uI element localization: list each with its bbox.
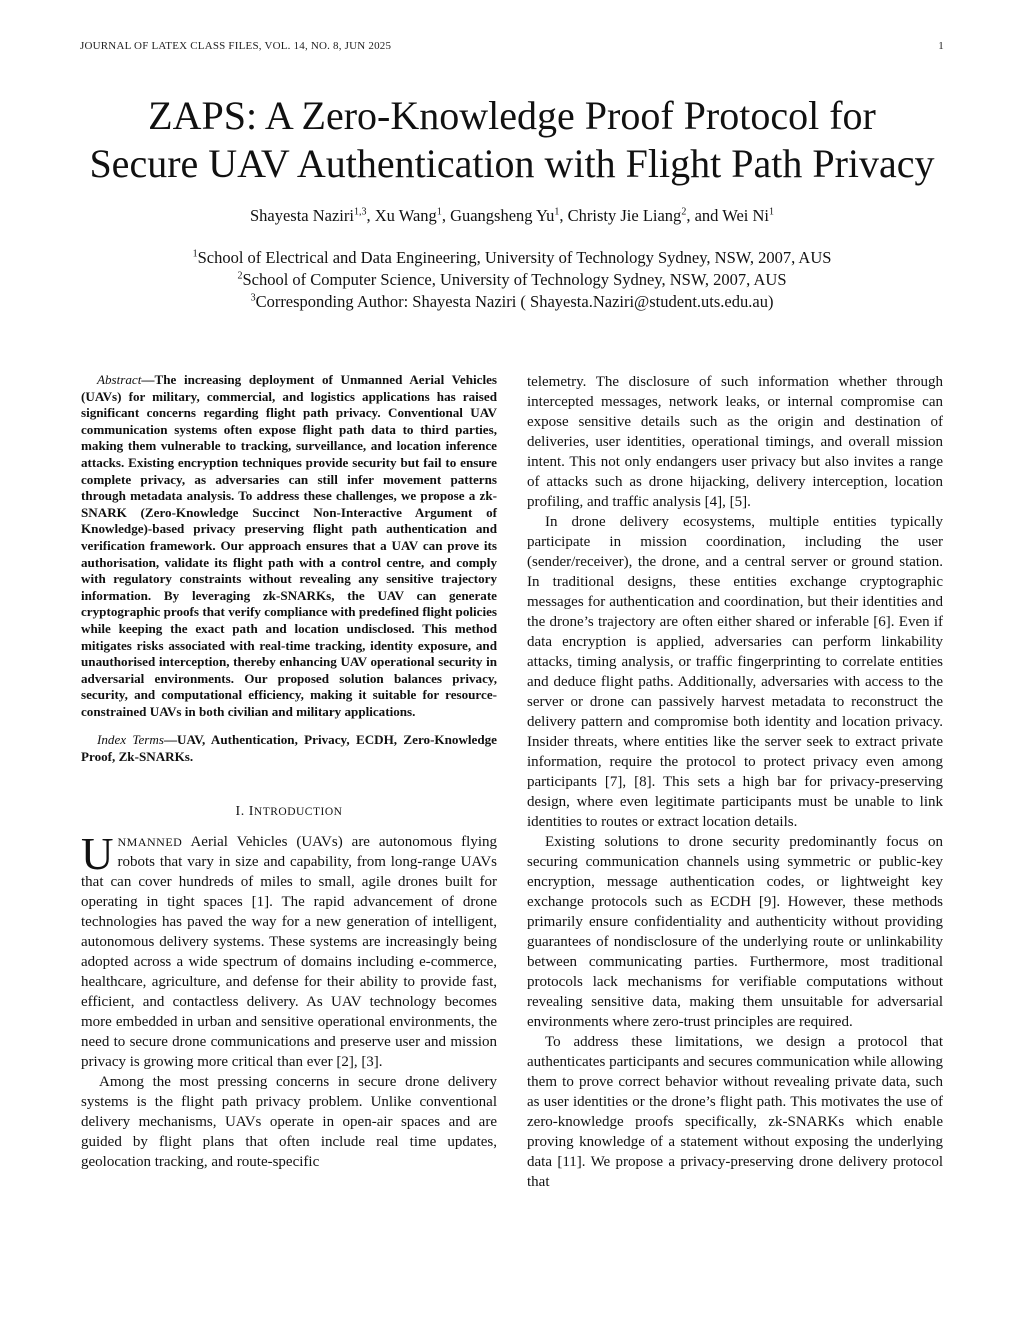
abstract-text: —The increasing deployment of Unmanned Aerial Vehicles (UAVs) for military, commercial, and logistics applications has raised significant concerns regarding flight path privacy. Conventional UAV communication systems often expose flight path data to third parties, making them vulnerable to tracking, surveillance, and location inference attacks. Existing encryption techniques provide security but fail to ensure complete privacy, as adversaries can still infer movement patterns through metadata analysis. To address these challenges, we propose a zk-SNARK (Zero-Knowledge Succinct Non-Interactive Argument of Knowledge)-based privacy preserving flight path authentication and verification framework. Our approach ensures that a UAV can prove its authorisation, validate its flight path with a control centre, and comply with regulatory constraints without revealing any sensitive trajectory information. By leveraging zk-SNARKs, the UAV can generate cryptographic proofs that verify compliance with predefined flight policies while keeping the exact path and location undisclosed. This method mitigates risks associated with real-time tracking, identity exposure, and unauthorised interception, thereby enhancing UAV operational security in adversarial environments. Our proposed solution balances privacy, security, and computational efficiency, making it suitable for resource-constrained UAVs in both civilian and military applications. (81, 372, 497, 719)
affiliation: $^1$School of Electrical and Data Engineering, University of Technology Sydney, NSW, 2007, AUS (192, 248, 832, 267)
right-column (527, 372, 943, 1192)
section-heading: I. INTRODUCTION (235, 803, 343, 819)
author: Wei Ni$^1$ (722, 206, 775, 225)
affiliation: $^3$Corresponding Author: Shayesta Naziri ( Shayesta.Naziri@student.uts.edu.au) (250, 292, 774, 311)
title-line-1: ZAPS: A Zero-Knowledge Proof Protocol for (148, 93, 876, 138)
running-head (80, 40, 944, 52)
index-terms-text: —UAV, Authentication, Privacy, ECDH, Zero-Knowledge Proof, Zk-SNARKs. (81, 732, 497, 765)
title-line-2: Secure UAV Authentication with Flight Path Privacy (89, 141, 935, 186)
journal-name: JOURNAL OF LATEX CLASS FILES, VOL. 14, NO. 8, JUN 2025 (80, 40, 392, 52)
paper-title (40, 92, 984, 188)
left-column (81, 372, 497, 1172)
index-terms (81, 732, 497, 765)
body-paragraph: Existing solutions to drone security predominantly focus on securing communication channels using symmetric or public-key encryption, message authentication codes, or lightweight key exchange protocols such as ECDH [9]. However, these methods primarily ensure confidentiality and authenticity without providing guarantees of nondisclosure of the underlying route or unlinkability between communicating parties. Furthermore, most traditional protocols lack mechanisms for verifiable computations without revealing sensitive data, making them unsuitable for adversarial environments where zero-trust principles are required. (527, 834, 943, 1030)
drop-cap: U (81, 828, 114, 879)
author: Xu Wang$^1$, (374, 206, 451, 225)
index-terms-label: Index Terms (97, 732, 164, 748)
body-paragraph: In drone delivery ecosystems, multiple entities typically participate in mission coordination, including the user (sender/receiver), the drone, and a central server or ground station. In traditional designs, these entities exchange cryptographic messages for authentication and coordination, but their identities and the drone’s trajectory are often either shared or inferable [6]. Even if data encryption is applied, adversaries can perform linkability attacks, timing analysis, or traffic fingerprinting to correlate entities and deduce flight paths. Additionally, adversaries with access to the server or drone can passively harvest metadata to reconstruct the delivery pattern and compromise both identity and location privacy. Insider threats, where entities like the server seek to extract private information, require the protocol to protect privacy even among participants [7], [8]. This sets a high bar for privacy-preserving design, where even legitimate participants must be unable to link identities to routes or extract location details. (527, 514, 943, 830)
affiliations (40, 247, 984, 313)
affiliation: $^2$School of Computer Science, University of Technology Sydney, NSW, 2007, AUS (237, 270, 787, 289)
abstract (81, 372, 497, 720)
page-number: 1 (938, 40, 944, 52)
body-paragraph: telemetry. The disclosure of such information whether through intercepted messages, network leaks, or internal compromise can expose sensitive details such as the origin and destination of deliveries, user identities, operational timings, and overall mission intent. This not only endangers user privacy but also invites a range of attacks such as drone hijacking, delivery interception, location profiling, and traffic analysis [4], [5]. (527, 374, 943, 510)
intro-paragraph-1: UNMANNED Aerial Vehicles (UAVs) are autonomous flying robots that vary in size and capability, from long-range UAVs that can cover hundreds of miles to small, agile drones built for operating in tight spaces [1]. The rapid advancement of drone technologies has paved the way for a new generation of intelligent, autonomous delivery systems. These systems are increasingly being adopted across a wide spectrum of domains including e-commerce, healthcare, agriculture, and defense for their ability to provide fast, efficient, and contactless delivery. As UAV technology becomes more embedded in urban and sensitive operational environments, the need to secure drone communications and preserve user and mission privacy is growing more critical than ever [2], [3]. (81, 828, 497, 1070)
intro-paragraph-2: Among the most pressing concerns in secure drone delivery systems is the flight path privacy problem. Unlike conventional delivery mechanisms, UAVs operate in open-air spaces and are guided by flight plans that often include real time updates, geolocation tracking, and route-specific (81, 1073, 497, 1170)
author: Shayesta Naziri$^{1,3}$, (249, 206, 375, 225)
author: Christy Jie Liang$^2$, and (567, 206, 723, 225)
body-paragraph: To address these limitations, we design a protocol that authenticates participants and secures communication while allowing them to prove correct behavior without revealing private data, such as user identities or the drone’s flight path. This motivates the use of zero-knowledge proofs specifically, zk-SNARKs which enable proving knowledge of a statement without exposing the underlying data [11]. We propose a privacy-preserving drone delivery protocol that (527, 1034, 943, 1190)
author-list (40, 206, 984, 226)
abstract-label: Abstract (97, 372, 142, 387)
author: Guangsheng Yu$^1$, (450, 206, 568, 225)
arxiv-stamp (10, 370, 50, 960)
